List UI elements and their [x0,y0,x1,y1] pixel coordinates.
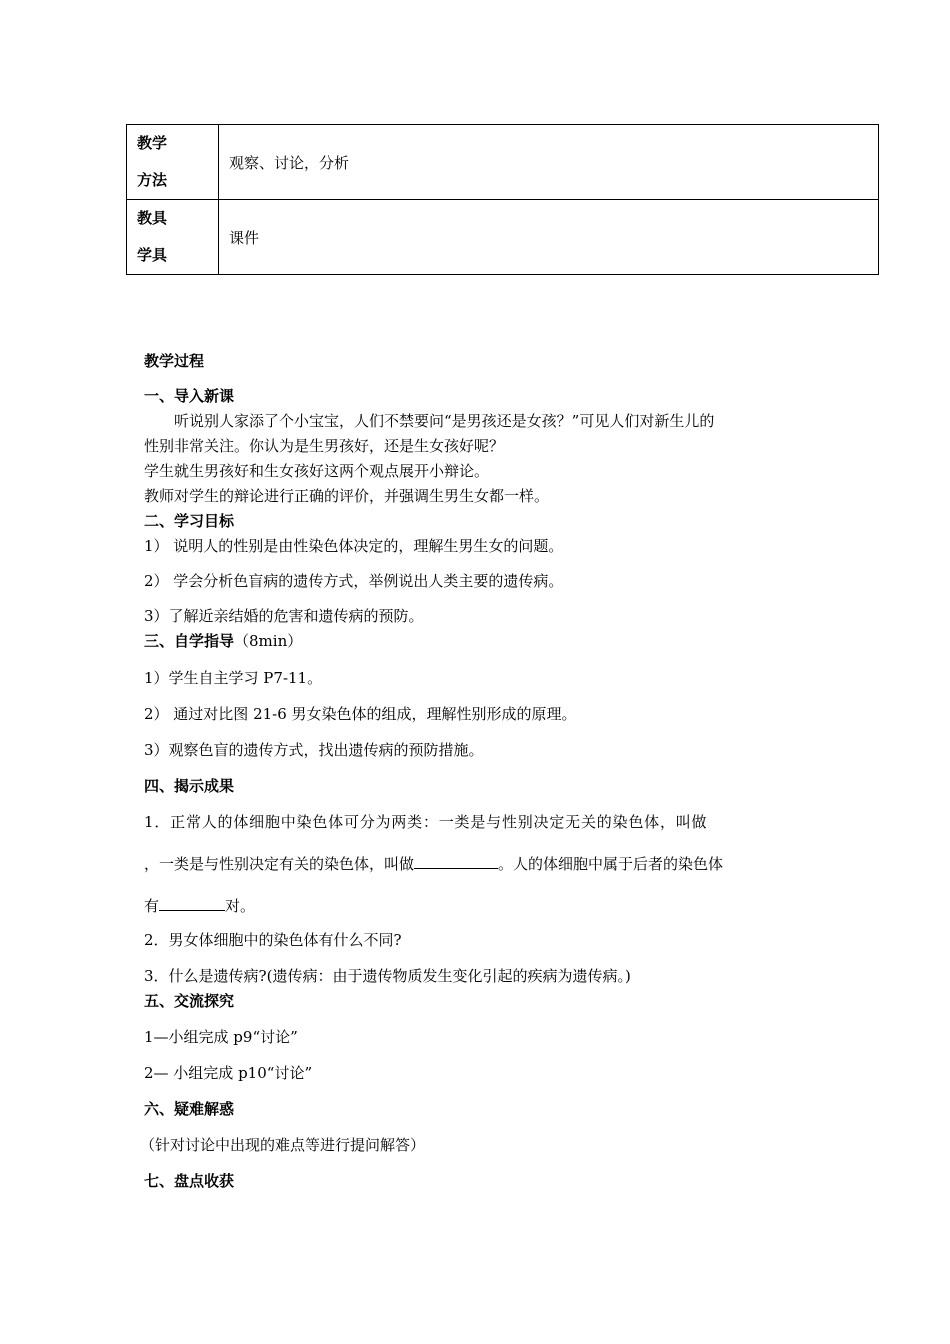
question-line [144,853,723,874]
label-line: 学具 [137,246,168,264]
question-text: ，一类是与性别决定有关的染色体，叫做 [144,855,415,873]
list-item: 2） 通过对比图 21-6 男女染色体的组成，理解性别形成的原理。 [144,705,577,723]
paragraph-line: 教师对学生的辩论进行正确的评价，并强调生男生女都一样。 [144,487,550,505]
section-heading: 一、导入新课 [144,387,235,405]
list-item: 1）学生自主学习 P7-11。 [144,669,323,687]
question-line: 2．男女体细胞中的染色体有什么不同? [144,931,402,949]
label-tools [127,200,219,275]
section-heading-row [144,631,302,651]
paragraph-line: 性别非常关注。你认为是生男孩好，还是生女孩好呢？ [144,437,505,455]
section-heading: 六、疑难解惑 [144,1100,235,1118]
question-text: 有 [144,897,160,915]
paragraph-line: 学生就生男孩好和生女孩好这两个观点展开小辩论。 [144,462,490,480]
question-text: 。人的体细胞中属于后者的染色体 [498,855,724,873]
section-heading: 二、学习目标 [144,512,235,530]
table-row [127,200,879,275]
label-line: 教学 [137,134,168,152]
fill-blank [159,895,225,911]
paragraph-line: 听说别人家添了个小宝宝，人们不禁要问“是男孩还是女孩？”可见人们对新生儿的 [144,412,715,430]
section-heading: 三、自学指导 [144,632,235,650]
info-table [126,124,879,275]
section-heading: 七、盘点收获 [144,1172,235,1190]
list-item: 1） 说明人的性别是由性染色体决定的，理解生男生女的问题。 [144,537,564,555]
section-heading: 五、交流探究 [144,992,235,1010]
question-line [144,895,255,916]
label-line: 方法 [137,171,168,189]
table-row [127,125,879,200]
heading-note: （8min） [234,632,303,650]
question-text: 对。 [225,897,256,915]
label-line: 教具 [137,209,168,227]
list-item: 3）观察色盲的遗传方式，找出遗传病的预防措施。 [144,741,484,759]
list-item: 1—小组完成 p9“讨论” [144,1028,298,1046]
question-line: 1．正常人的体细胞中染色体可分为两类：一类是与性别决定无关的染色体，叫做 [144,813,708,831]
process-title: 教学过程 [144,352,205,370]
list-item: 2— 小组完成 p10“讨论” [144,1064,313,1082]
value-tools: 课件 [219,200,879,275]
label-method [127,125,219,200]
question-line: 3．什么是遗传病?(遗传病：由于遗传物质发生变化引起的疾病为遗传病。) [144,967,631,985]
list-item: 2） 学会分析色盲病的遗传方式，举例说出人类主要的遗传病。 [144,572,564,590]
note-line: （针对讨论中出现的难点等进行提问解答） [140,1136,426,1154]
fill-blank [414,853,498,869]
list-item: 3）了解近亲结婚的危害和遗传病的预防。 [144,607,424,625]
section-heading: 四、揭示成果 [144,777,235,795]
value-method: 观察、讨论，分析 [219,125,879,200]
